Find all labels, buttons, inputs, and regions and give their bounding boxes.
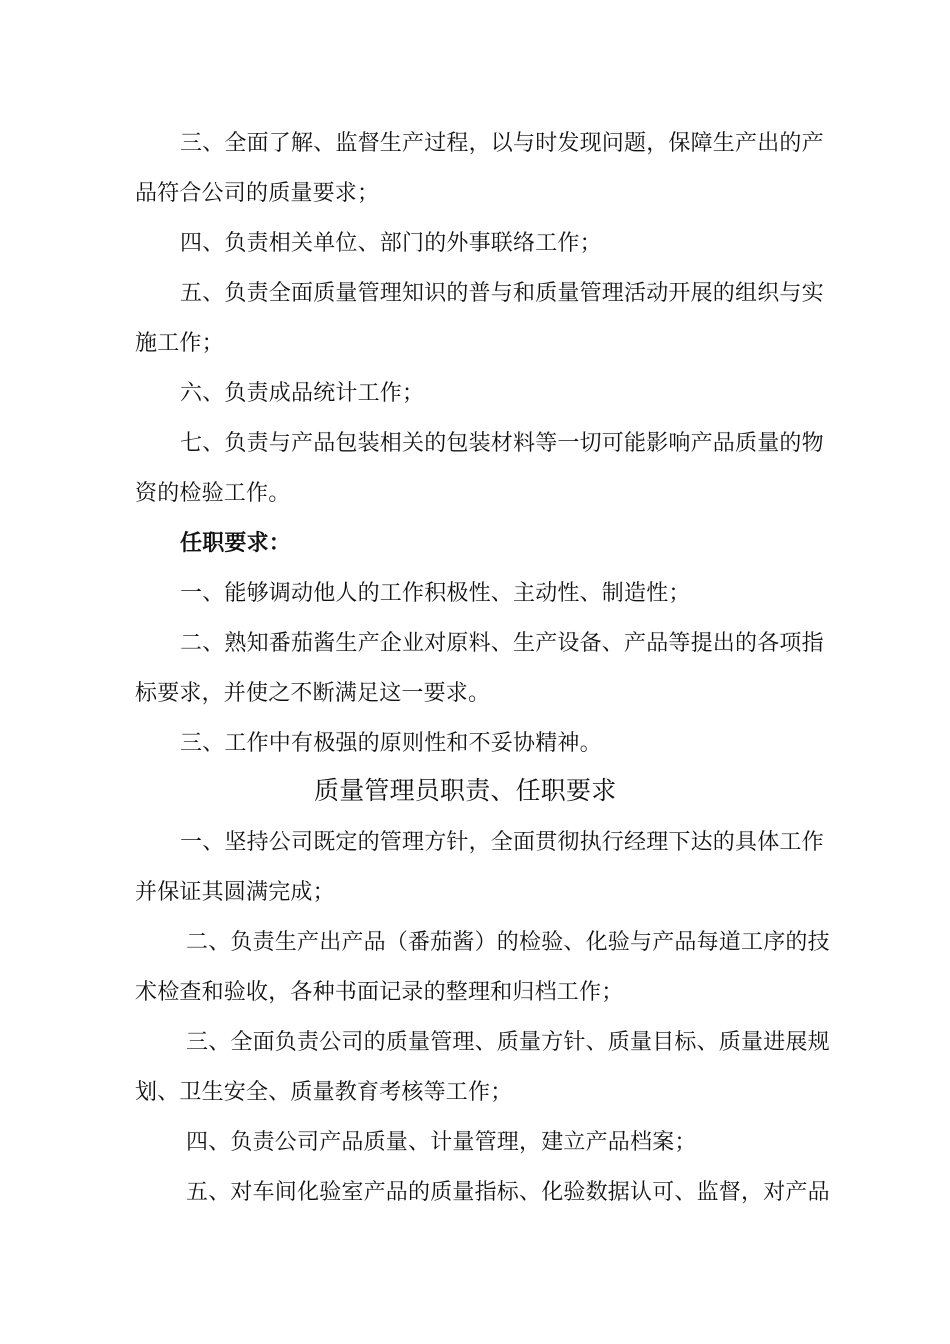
duty-7-line-1: 七、负责与产品包装相关的包装材料等一切可能影响产品质量的物 [180, 431, 824, 456]
duty-6: 六、负责成品统计工作； [180, 381, 425, 406]
qm-duty-3-line-2: 划、卫生安全、质量教育考核等工作； [135, 1080, 513, 1105]
duty-3-line-1: 三、全面了解、监督生产过程，以与时发现问题，保障生产出的产 [180, 131, 824, 156]
duty-4: 四、负责相关单位、部门的外事联络工作； [180, 231, 602, 256]
qm-duty-1-line-2: 并保证其圆满完成； [135, 880, 335, 905]
requirement-1: 一、能够调动他人的工作积极性、主动性、制造性； [180, 581, 691, 606]
duty-5-line-1: 五、负责全面质量管理知识的普与和质量管理活动开展的组织与实 [180, 281, 824, 306]
requirement-2-line-1: 二、熟知番茄酱生产企业对原料、生产设备、产品等提出的各项指 [180, 631, 824, 656]
requirements-heading: 任职要求： [180, 531, 292, 556]
qm-duty-2-line-1: 二、负责生产出产品（番茄酱）的检验、化验与产品每道工序的技 [186, 930, 830, 955]
requirement-2-line-2: 标要求，并使之不断满足这一要求。 [135, 681, 491, 706]
duty-3-line-2: 品符合公司的质量要求； [135, 181, 380, 206]
qm-duty-4: 四、负责公司产品质量、计量管理，建立产品档案； [186, 1130, 697, 1155]
requirement-3: 三、工作中有极强的原则性和不妥协精神。 [180, 731, 602, 756]
section-title: 质量管理员职责、任职要求 [314, 776, 617, 805]
duty-7-line-2: 资的检验工作。 [135, 481, 291, 506]
qm-duty-1-line-1: 一、坚持公司既定的管理方针，全面贯彻执行经理下达的具体工作 [180, 830, 824, 855]
duty-5-line-2: 施工作； [135, 331, 224, 356]
qm-duty-2-line-2: 术检查和验收，各种书面记录的整理和归档工作； [135, 980, 624, 1005]
qm-duty-3-line-1: 三、全面负责公司的质量管理、质量方针、质量目标、质量进展规 [186, 1030, 830, 1055]
qm-duty-5-line-1: 五、对车间化验室产品的质量指标、化验数据认可、监督，对产品 [186, 1180, 830, 1205]
